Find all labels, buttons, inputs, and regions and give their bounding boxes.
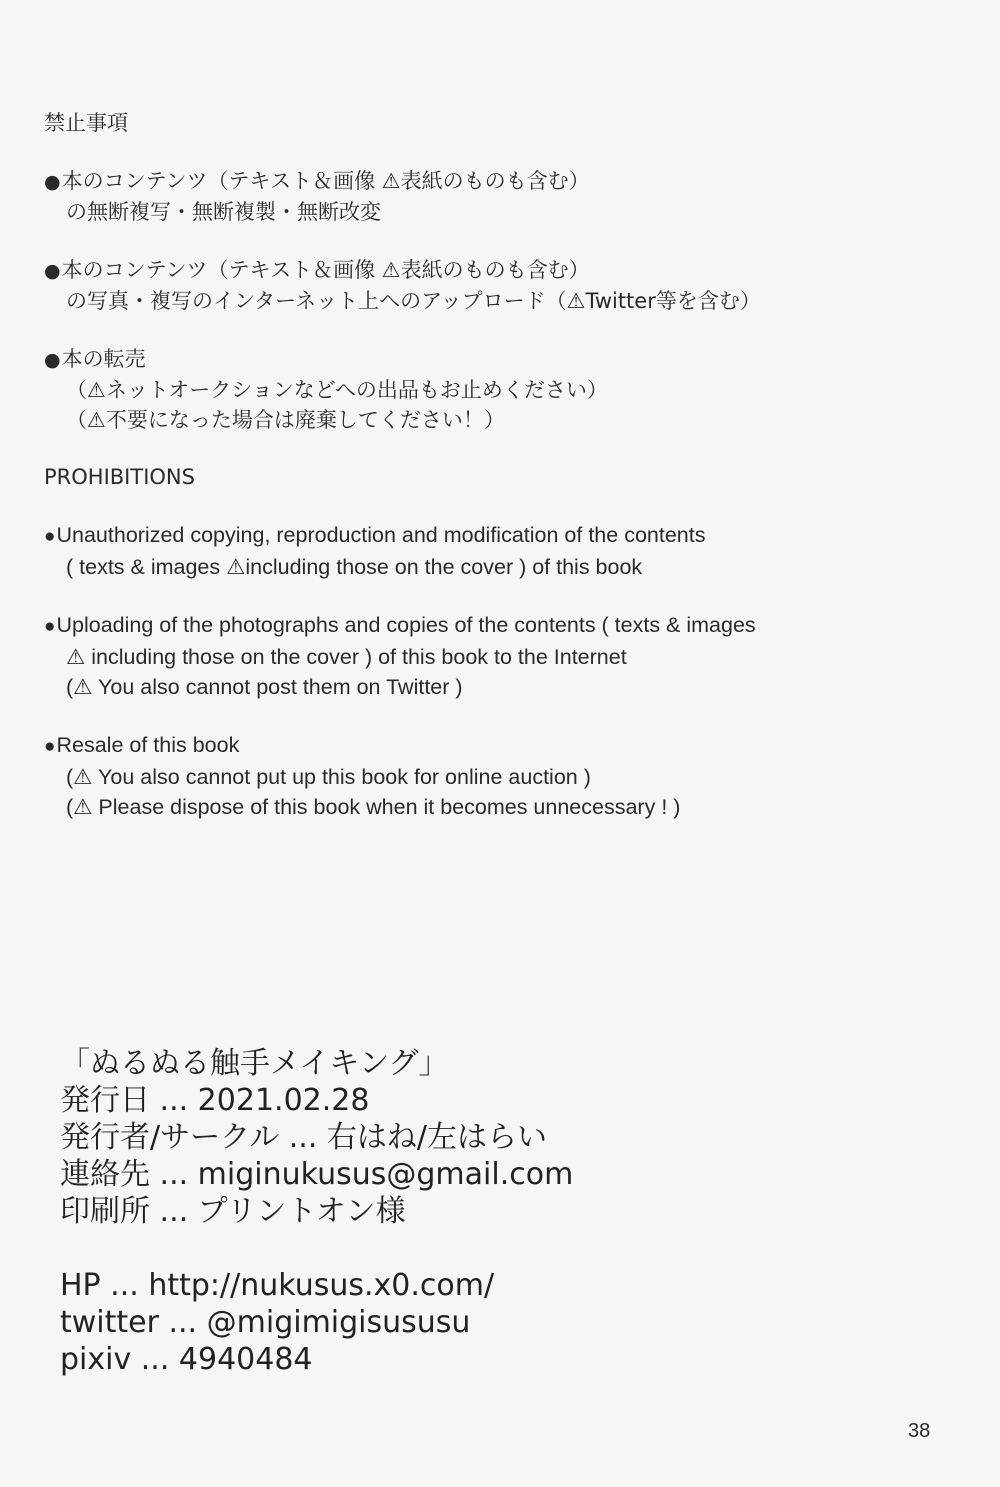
publisher: 発行者/サークル ... 右はね/左はらい xyxy=(60,1120,547,1155)
en-item-3-line-3: (⚠ Please dispose of this book when it becomes unnecessary ! ) xyxy=(66,795,681,819)
jp-heading: 禁止事項 xyxy=(44,111,128,135)
en-item-2-line-3: (⚠ You also cannot post them on Twitter ) xyxy=(66,675,463,699)
bullet-icon: ● xyxy=(44,349,61,371)
jp-item-2 xyxy=(44,255,964,316)
twitter-handle: twitter ... @migimigisususu xyxy=(60,1305,471,1340)
colophon-spacer xyxy=(60,1230,980,1267)
bullet-icon: ● xyxy=(44,736,56,757)
jp-item-1-line-2: の無断複写・無断複製・無断改変 xyxy=(66,200,381,224)
en-item-2-line-2: ⚠ including those on the cover ) of this book to the Internet xyxy=(66,645,627,669)
en-item-1-line-2: ( texts & images ⚠including those on the cover ) of this book xyxy=(66,555,643,579)
jp-prohibitions xyxy=(44,108,964,435)
contact-email: 連絡先 ... miginukusus@gmail.com xyxy=(60,1157,574,1192)
en-item-3 xyxy=(44,730,964,822)
en-prohibitions xyxy=(44,462,964,822)
book-title: 「ぬるぬる触手メイキング」 xyxy=(60,1046,449,1081)
printer: 印刷所 ... プリントオン様 xyxy=(60,1194,406,1229)
jp-item-1 xyxy=(44,166,964,227)
page-number: 38 xyxy=(908,1420,931,1442)
en-item-3-line-2: (⚠ You also cannot put up this book for online auction ) xyxy=(66,765,591,789)
pixiv-id: pixiv ... 4940484 xyxy=(60,1342,313,1377)
jp-item-3-line-3: （⚠不要になった場合は廃棄してください！） xyxy=(66,408,505,432)
en-heading: PROHIBITIONS xyxy=(44,465,195,489)
homepage: HP ... http://nukusus.x0.com/ xyxy=(60,1268,495,1303)
release-date: 発行日 ... 2021.02.28 xyxy=(60,1083,370,1118)
jp-item-2-line-2: の写真・複写のインターネット上へのアップロード（⚠Twitter等を含む） xyxy=(66,289,761,313)
en-item-2-line-1: Uploading of the photographs and copies of the contents ( texts & images xyxy=(56,613,756,637)
en-item-3-line-1: Resale of this book xyxy=(56,733,240,757)
bullet-icon: ● xyxy=(44,171,61,193)
colophon xyxy=(60,1045,980,1378)
jp-item-3-line-2: （⚠ネットオークションなどへの出品もお止めください） xyxy=(66,378,608,402)
bullet-icon: ● xyxy=(44,260,61,282)
bullet-icon: ● xyxy=(44,616,56,637)
en-item-1-line-1: Unauthorized copying, reproduction and modification of the contents xyxy=(56,523,706,547)
jp-item-1-line-1: 本のコンテンツ（テキスト＆画像 ⚠表紙のものも含む） xyxy=(61,169,590,193)
en-item-1 xyxy=(44,520,964,582)
jp-item-2-line-1: 本のコンテンツ（テキスト＆画像 ⚠表紙のものも含む） xyxy=(61,258,590,282)
en-item-2 xyxy=(44,610,964,702)
bullet-icon: ● xyxy=(44,526,56,547)
jp-item-3-line-1: 本の転売 xyxy=(61,347,146,371)
jp-item-3 xyxy=(44,344,964,435)
